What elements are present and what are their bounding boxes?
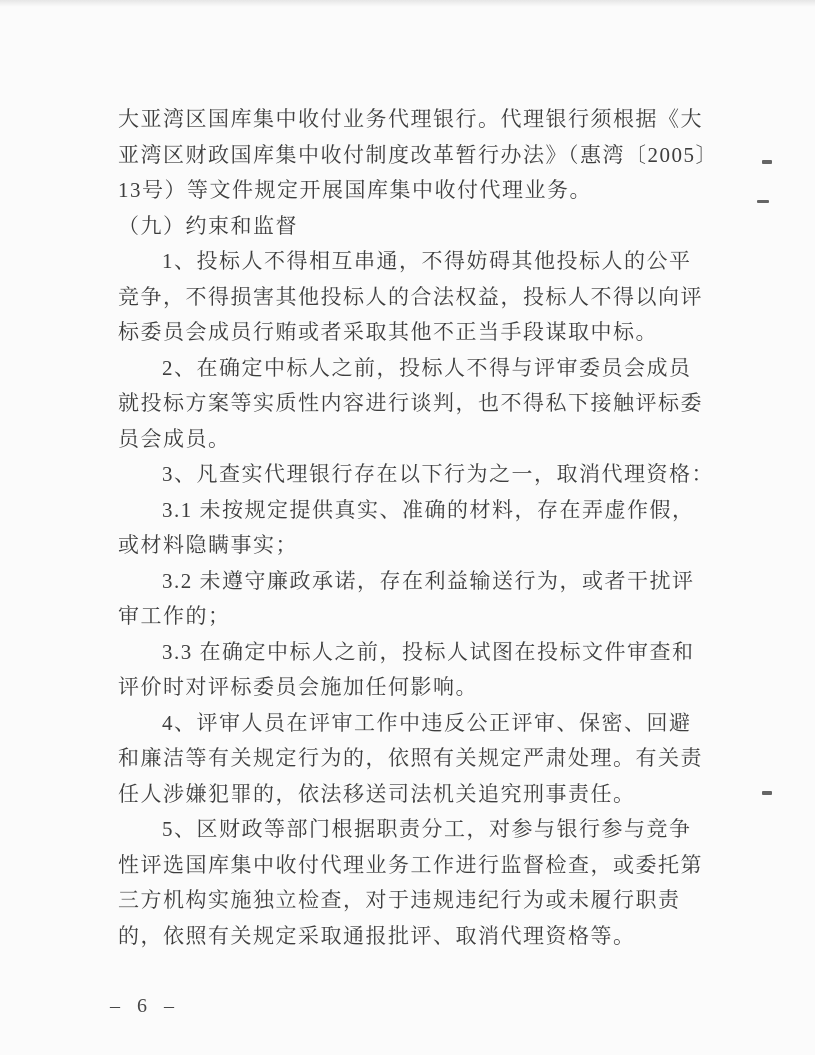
text-line: 3、凡查实代理银行存在以下行为之一，取消代理资格： xyxy=(162,462,714,486)
text-line: 3.3 在确定中标人之前，投标人试图在投标文件审查和 xyxy=(162,639,695,664)
page-number: – 6 – xyxy=(110,995,180,1017)
text-line: 大亚湾区国库集中收付业务代理银行。代理银行须根据《大 xyxy=(118,107,703,131)
document-body xyxy=(118,102,718,954)
text-line: 3.2 未遵守廉政承诺，存在利益输送行为，或者干扰评 xyxy=(162,568,695,593)
text-line: 13号）等文件规定开展国库集中收付代理业务。 xyxy=(118,178,592,202)
text-line: 评价时对评标委员会施加任何影响。 xyxy=(118,675,478,699)
text-line: 2、在确定中标人之前，投标人不得与评审委员会成员 xyxy=(162,355,692,380)
text-line: 员会成员。 xyxy=(118,426,231,451)
text-line: 性评选国库集中收付代理业务工作进行监督检查，或委托第 xyxy=(118,852,703,877)
text-line: 或材料隐瞒事实； xyxy=(118,533,298,557)
text-line: 4、评审人员在评审工作中违反公正评审、保密、回避 xyxy=(162,710,692,735)
scan-artifact xyxy=(762,791,772,795)
text-line: 竞争，不得损害其他投标人的合法权益，投标人不得以向评 xyxy=(118,284,703,309)
text-line: 三方机构实施独立检查，对于违规违纪行为或未履行职责 xyxy=(118,888,681,912)
text-line: 任人涉嫌犯罪的，依法移送司法机关追究刑事责任。 xyxy=(118,781,636,806)
text-line: （九）约束和监督 xyxy=(118,213,298,238)
text-line: 标委员会成员行贿或者采取其他不正当手段谋取中标。 xyxy=(118,320,658,344)
text-line: 就投标方案等实质性内容进行谈判，也不得私下接触评标委 xyxy=(118,391,703,415)
text-line: 1、投标人不得相互串通，不得妨碍其他投标人的公平 xyxy=(162,249,692,273)
text-line: 的，依照有关规定采取通报批评、取消代理资格等。 xyxy=(118,923,636,948)
text-line: 3.1 未按规定提供真实、准确的材料，存在弄虚作假， xyxy=(162,497,695,522)
scan-artifact xyxy=(762,160,772,164)
scan-edge-artifact xyxy=(0,0,815,8)
scan-artifact xyxy=(757,200,769,203)
text-line: 和廉洁等有关规定行为的，依照有关规定严肃处理。有关责 xyxy=(118,746,703,770)
text-line: 亚湾区财政国库集中收付制度改革暂行办法》（惠湾〔2005〕 xyxy=(118,142,718,167)
text-line: 5、区财政等部门根据职责分工，对参与银行参与竞争 xyxy=(162,817,692,841)
text-line: 审工作的； xyxy=(118,604,231,628)
